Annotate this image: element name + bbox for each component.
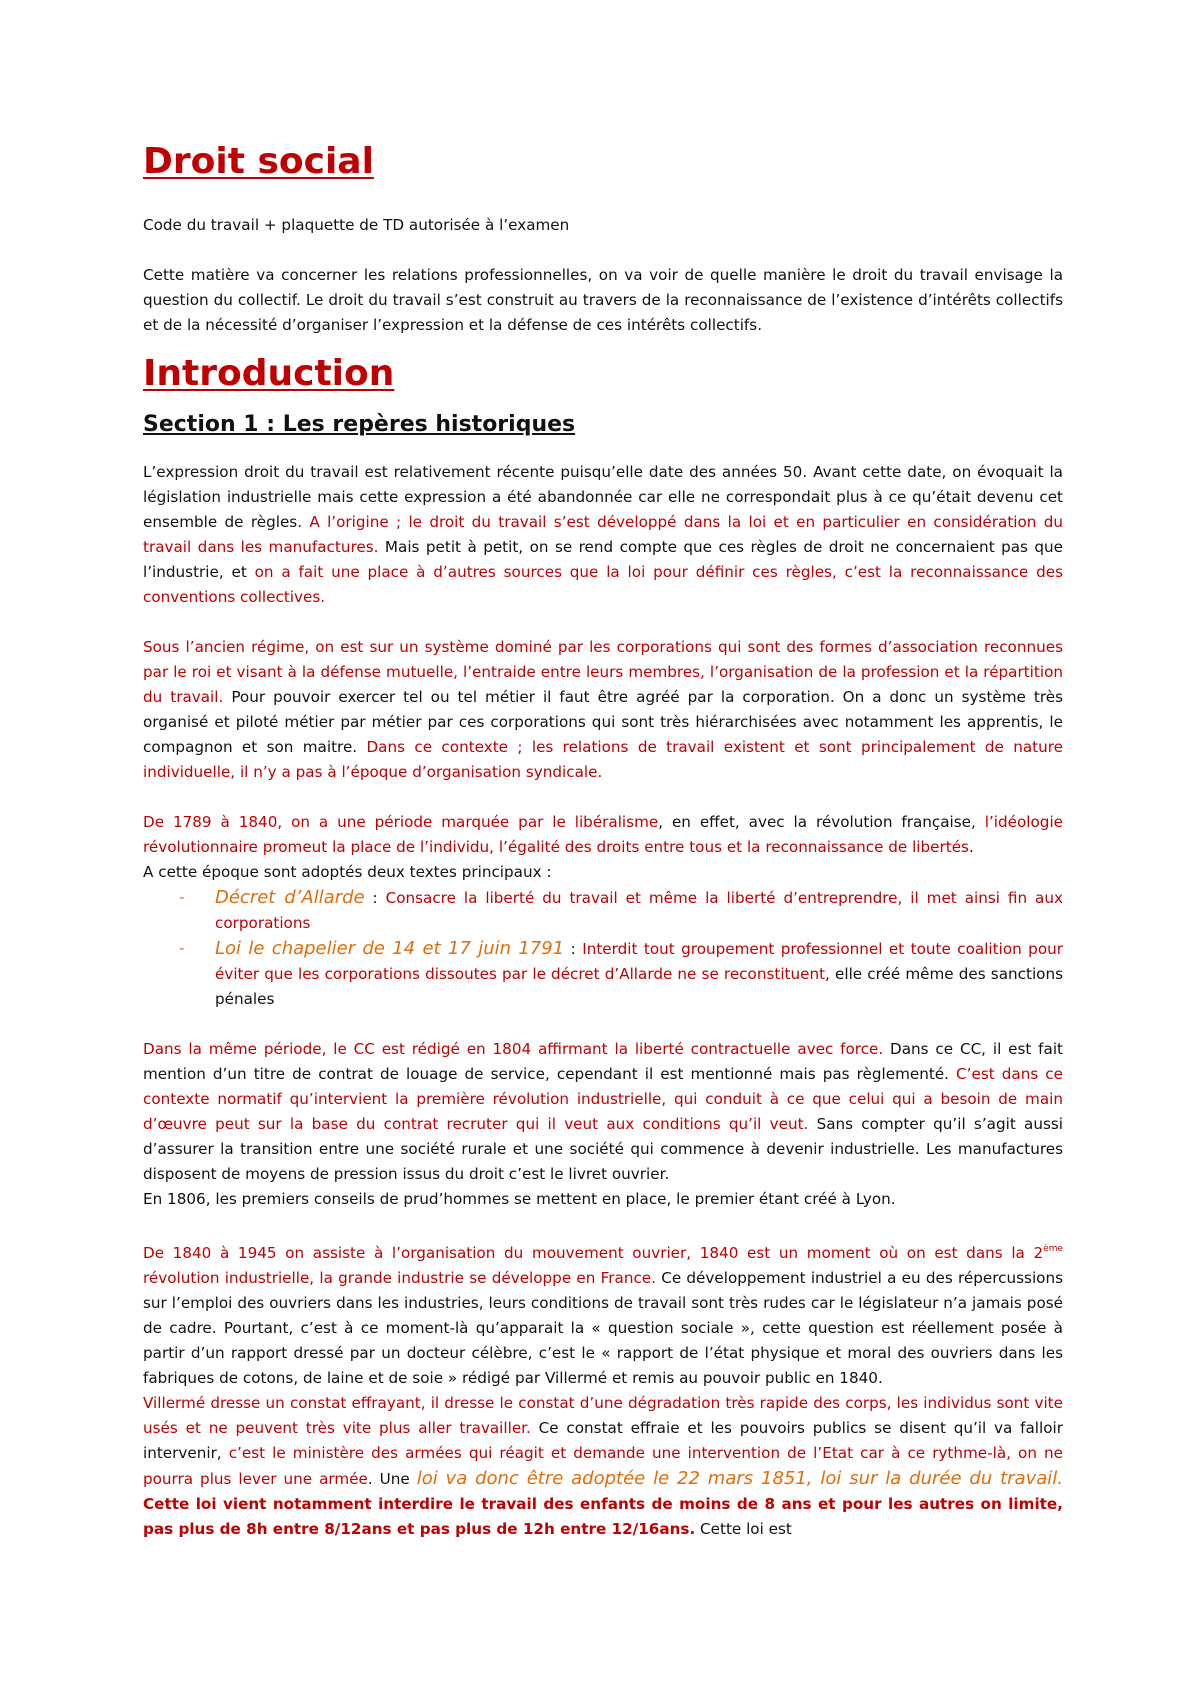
paragraph-text: Mais petit à petit, on se rend compte que ces règles de droit ne concernaient pas que l’industrie, et	[143, 537, 1063, 581]
text-name: Loi le chapelier de 14 et 17 juin 1791	[215, 937, 565, 959]
paragraph-prudhommes: En 1806, les premiers conseils de prud’hommes se mettent en place, le premier étant créé à Lyon.	[143, 1189, 896, 1208]
paragraph-highlight: Sous l’ancien régime, on est sur un système dominé par les corporations qui sont des formes d’association reconnues par le roi et visant à la défense mutuelle, l’entraide entre leurs membres, l’organisation de la profession et la répartition du travail.	[143, 637, 1063, 706]
list-item	[179, 885, 1063, 936]
paragraph-highlight: Cette loi vient notamment interdire le travail des enfants de moins de 8 ans et pour les autres on limite, pas plus de 8h entre 8/12ans et pas plus de 12h entre 12/16ans.	[143, 1494, 1063, 1538]
paragraph-highlight: De 1789 à 1840, on a une période marquée par le libéralisme	[143, 812, 659, 831]
paragraph-code-civil	[143, 1037, 1063, 1187]
list-dash: -	[179, 938, 185, 957]
paragraph-text: Sans compter qu’il s’agit aussi d’assurer la transition entre une société rurale et une société qui commence à devenir industrielle. Les manufactures disposent de moyens de pression issus du droit c’est le livret ouvrier.	[143, 1114, 1063, 1183]
paragraph-highlight: on a fait une place à d’autres sources que la loi pour définir ces règles, c’est la reconnaissance des conventions collectives.	[143, 562, 1063, 606]
paragraph-text: Cette loi est	[695, 1519, 792, 1538]
paragraph-highlight: Villermé dresse un constat effrayant, il dresse le constat d’une dégradation très rapide des corps, les individus sont vite usés et ne peuvent très vite plus aller travailler.	[143, 1393, 1063, 1437]
paragraph-text: , en effet, avec la révolution française,	[658, 812, 985, 831]
intro-paragraph: Cette matière va concerner les relations professionnelles, on va voir de quelle manière le droit du travail envisage la question du collectif. Le droit du travail s’est construit au travers de la reconnaissance de l’existence d’intérêts collectifs et de la nécessité d’organiser l’expression et la défense de ces intérêts collectifs.	[143, 266, 1063, 335]
paragraph-highlight: C’est dans ce contexte normatif qu’intervient la première révolution industrielle, qui conduit à ce que celui qui a besoin de main d’œuvre peut sur la base du contrat recruter qui il veut aux conditions qu’il veut.	[143, 1064, 1063, 1133]
list-dash: -	[179, 887, 185, 906]
text-name: Décret d’Allarde	[215, 886, 365, 908]
paragraph-text: . Une	[367, 1469, 417, 1488]
list-description: Consacre la liberté du travail et même la liberté d’entreprendre, il met ainsi fin aux corporations	[215, 888, 1063, 932]
list-description: Interdit tout groupement professionnel et toute coalition pour éviter que les corporations dissoutes par le décret d’Allarde ne se reconstituent	[215, 939, 1063, 983]
paragraph-text: Dans ce CC, il est fait mention d’un titre de contrat de louage de service, cependant il est mentionné mais pas règlementé.	[143, 1039, 1064, 1083]
subtitle-line: Code du travail + plaquette de TD autorisée à l’examen	[143, 216, 570, 235]
superscript: ème	[1043, 1243, 1063, 1254]
paragraph-highlight: révolution industrielle, la grande industrie se développe en France.	[143, 1268, 656, 1287]
paragraph-two-texts: A cette époque sont adoptés deux textes principaux :	[143, 862, 552, 881]
paragraph-text: .	[968, 837, 974, 856]
document-title: Droit social	[143, 141, 374, 182]
paragraph-highlight: l’idéologie révolutionnaire promeut la place de l’individu, l’égalité des droits entre tous et la reconnaissance de libertés	[143, 812, 1064, 856]
paragraph-text: Ce constat effraie et les pouvoirs publics se disent qu’il va falloir intervenir,	[143, 1418, 1063, 1462]
paragraph-text: Ce développement industriel a eu des répercussions sur l’emploi des ouvriers dans les industries, leurs conditions de travail sont très rudes car le législateur n’a jamais posé de cadre. Pourtant, c’est à ce moment-là qu’apparait la « question sociale », cette question est réellement posée à partir d’un rapport dressé par un docteur célèbre, c’est le « rapport de l’état physique et moral des ouvriers dans les fabriques de cotons, de laine et de soie » rédigé par Villermé et remis au pouvoir public en 1840.	[143, 1268, 1063, 1387]
list-separator: :	[564, 939, 583, 958]
paragraph-text: L’expression droit du travail est relativement récente puisqu’elle date des années 50. Avant cette date, on évoquait la législation industrielle mais cette expression a été abandonnée car elle ne correspondait plus à ce qu’était devenu cet ensemble de règles.	[143, 462, 1063, 531]
historical-texts-list	[143, 885, 1063, 1012]
list-item	[179, 936, 1063, 1012]
paragraph-ancien-regime	[143, 635, 1063, 785]
paragraph-highlight: Dans la même période, le CC est rédigé en 1804 affirmant la liberté contractuelle avec force.	[143, 1039, 884, 1058]
paragraph-text: Pour pouvoir exercer tel ou tel métier il faut être agréé par la corporation. On a donc un système très organisé et piloté métier par métier par ces corporations qui sont très hiérarchisées avec notamment les apprentis, le compagnon et son maitre.	[143, 687, 1063, 756]
paragraph-highlight: Dans ce contexte ; les relations de travail existent et sont principalement de nature individuelle, il n’y a pas à l’époque d’organisation syndicale.	[143, 737, 1063, 781]
law-name: loi va donc être adoptée le 22 mars 1851, loi sur la durée du travail.	[416, 1467, 1064, 1489]
section-1-heading: Section 1 : Les repères historiques	[143, 412, 576, 438]
paragraph-highlight: c’est le ministère des armées qui réagit et demande une intervention de l’Etat car à ce rythme-là, on ne pourra plus lever une armée	[143, 1443, 1063, 1488]
list-separator: :	[364, 888, 386, 907]
paragraph-villerme	[143, 1391, 1063, 1542]
paragraph-1789-1840	[143, 810, 1063, 860]
paragraph-highlight: A l’origine ; le droit du travail s’est développé dans la loi et en particulier en considération du travail dans les manufactures.	[143, 512, 1064, 556]
introduction-heading: Introduction	[143, 353, 395, 395]
list-tail: , elle créé même des sanctions pénales	[215, 964, 1063, 1008]
paragraph-1840-1945	[143, 1237, 1063, 1391]
paragraph-highlight: De 1840 à 1945 on assiste à l’organisation du mouvement ouvrier, 1840 est un moment où on est dans la 2	[143, 1243, 1044, 1262]
paragraph-origins	[143, 460, 1063, 610]
